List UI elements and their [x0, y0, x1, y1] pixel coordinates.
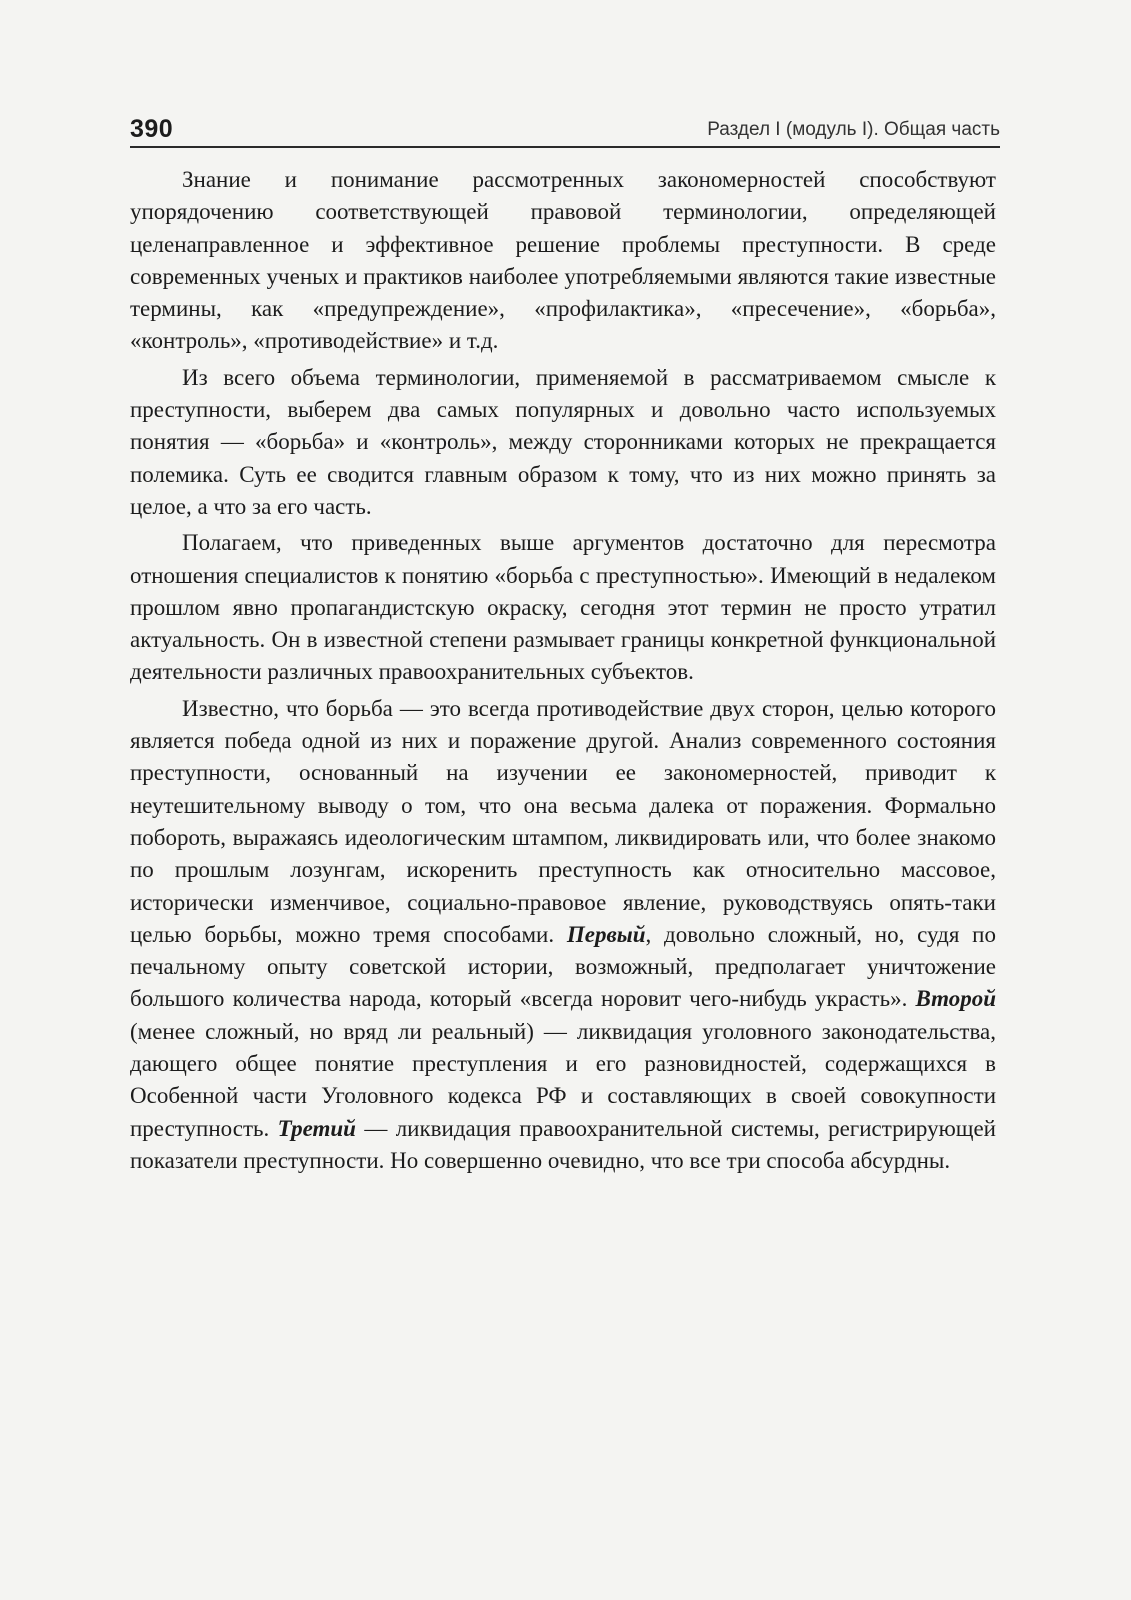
- paragraph-4-part-1: Известно, что борьба — это всегда противодействие двух сторон, целью которого является победа одной из них и поражение другой. Анализ современного состояния преступности, основанный на изучении ее закономерностей, приводит к неутешительному выводу о том, что она весьма далека от поражения. Формально побороть, выражаясь идеологическим штампом, ликвидировать или, что более знакомо по прошлым лозунгам, искоренить преступность как относительно массовое, исторически изменчивое, социально-правовое явление, руководствуясь опять-таки целью борьбы, можно тремя способами.: [130, 695, 996, 947]
- paragraph-4-part-3: (менее сложный, но вряд ли реальный) — ликвидация уголовного законодательства, дающего общее понятие преступления и его разновидностей, содержащихся в Особенной части Уголовного кодекса РФ и составляющих в своей совокупности преступность.: [130, 1018, 996, 1141]
- paragraph-4: [130, 693, 996, 1177]
- paragraph-4-part-2: , довольно сложный, но, судя по печальному опыту советской истории, возможный, предполагает уничтожение большого количества народа, который «всегда норовит чего-нибудь украсть».: [130, 921, 996, 1012]
- emphasis-second: Второй: [915, 986, 996, 1012]
- body-text: [130, 164, 996, 1181]
- emphasis-first: Первый: [566, 921, 646, 947]
- page-number: 390: [130, 115, 174, 143]
- paragraph-1: Знание и понимание рассмотренных закономерностей способствуют упорядочению соответствующей правовой терминологии, определяющей целенаправленное и эффективное решение проблемы преступности. В среде современных ученых и практиков наиболее употребляемыми являются такие известные термины, как «предупреждение», «профилактика», «пресечение», «борьба», «контроль», «противодействие» и т.д.: [130, 167, 996, 354]
- paragraph-2: Из всего объема терминологии, применяемой в рассматриваемом смысле к преступности, выберем два самых популярных и довольно часто используемых понятия — «борьба» и «контроль», между сторонниками которых не прекращается полемика. Суть ее сводится главным образом к тому, что из них можно принять за целое, а что за его часть.: [130, 364, 996, 519]
- running-head: Раздел I (модуль I). Общая часть: [707, 119, 1000, 140]
- page-header: [130, 110, 1000, 148]
- paragraph-3: Полагаем, что приведенных выше аргументов достаточно для пересмотра отношения специалистов к понятию «борьба с преступностью». Имеющий в недалеком прошлом явно пропагандистскую окраску, сегодня этот термин не просто утратил актуальность. Он в известной степени размывает границы конкретной функциональной деятельности различных правоохранительных субъектов.: [130, 530, 996, 685]
- paragraph-4-part-4: — ликвидация правоохранительной системы, регистрирующей показатели преступности. Но совершенно очевидно, что все три способа абсурдны.: [130, 1115, 996, 1173]
- emphasis-third: Третий: [277, 1115, 356, 1141]
